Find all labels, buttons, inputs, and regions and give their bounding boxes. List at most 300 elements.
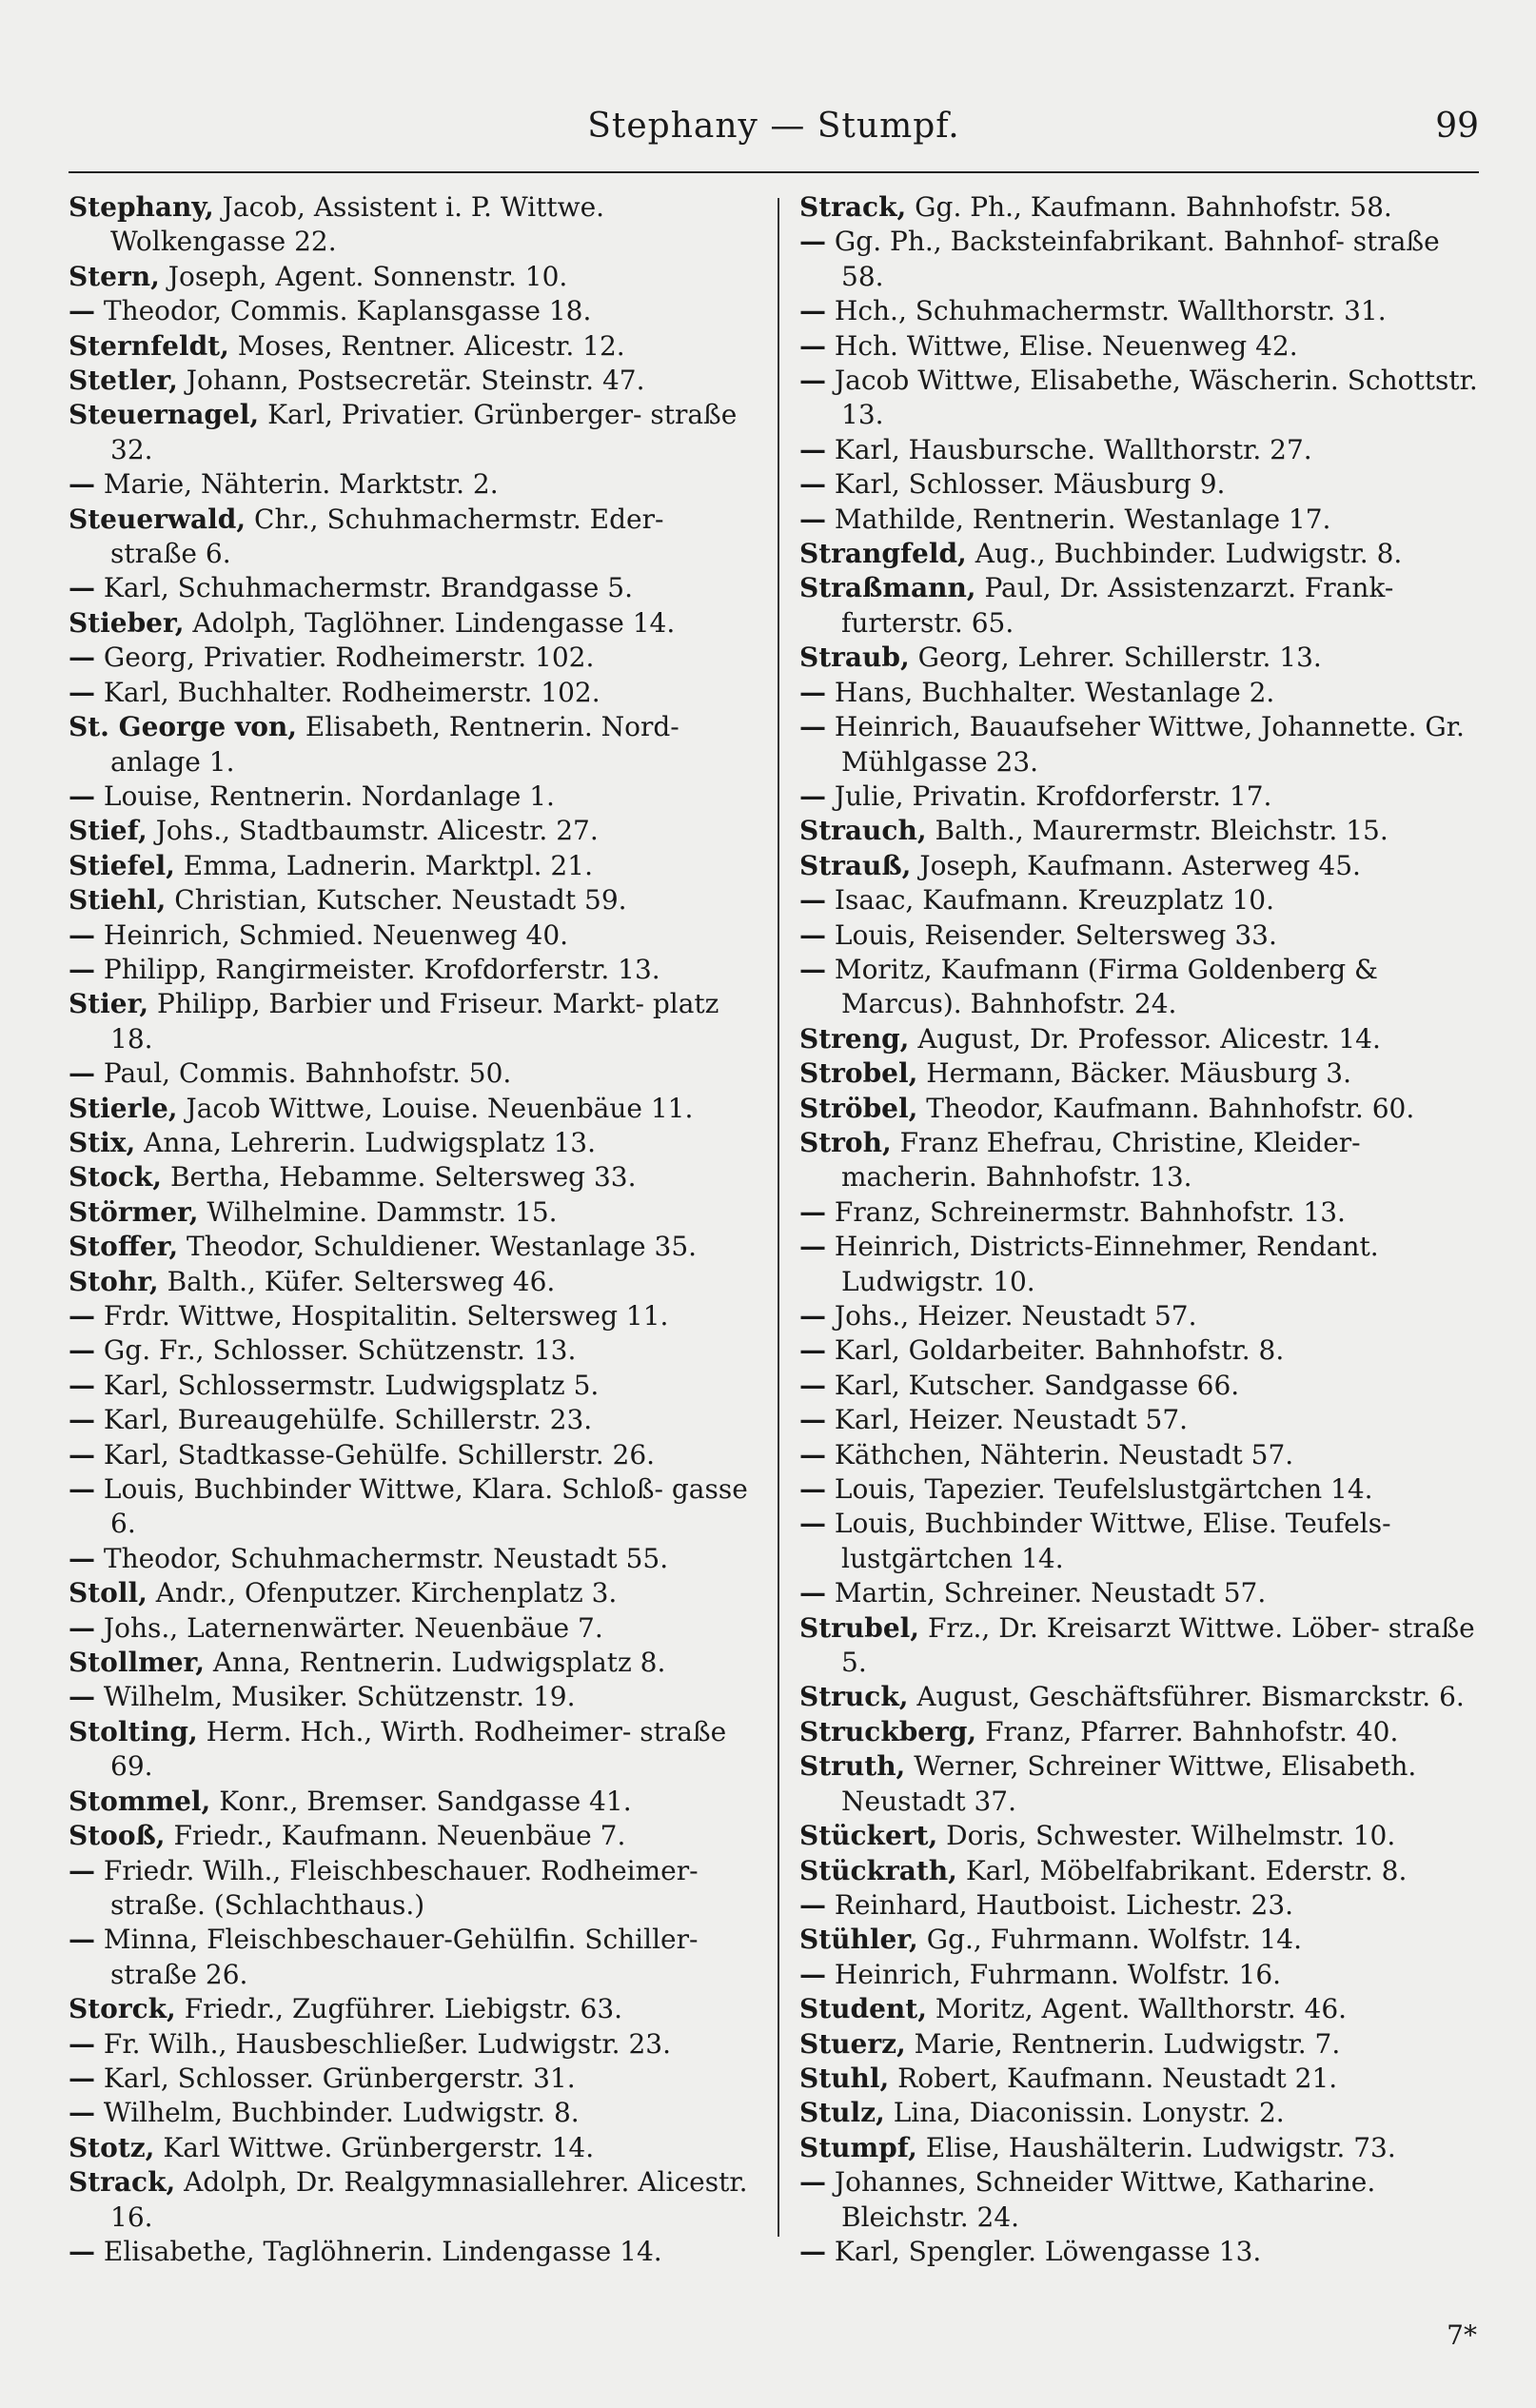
entry-details: August, Geschäftsführer. Bismarckstr. 6.	[916, 1681, 1465, 1713]
entry-details: Elise, Haushälterin. Ludwigstr. 73.	[925, 2131, 1396, 2163]
entry-surname: —	[799, 1958, 826, 1990]
directory-entry	[799, 294, 1487, 328]
entry-details: Moritz, Agent. Wallthorstr. 46.	[935, 1993, 1348, 2025]
directory-entry	[69, 1403, 756, 1437]
entry-details: Aug., Buchbinder. Ludwigstr. 8.	[975, 538, 1403, 570]
entry-surname: —	[69, 641, 95, 674]
directory-entry	[69, 2235, 756, 2269]
entry-details: Philipp, Barbier und Friseur. Markt- platz 18.	[110, 988, 719, 1055]
directory-entry	[799, 1923, 1487, 1957]
entry-surname: Stoffer,	[69, 1231, 179, 1263]
entry-surname: Stommel,	[69, 1785, 211, 1817]
entry-details: Frz., Dr. Kreisarzt Wittwe. Löber- straße 5.	[841, 1611, 1475, 1679]
directory-entry	[69, 606, 756, 641]
entry-surname: Strubel,	[799, 1611, 920, 1644]
directory-entry	[799, 1749, 1487, 1819]
entry-surname: —	[799, 2235, 826, 2267]
directory-entry	[69, 1854, 756, 1924]
entry-surname: —	[69, 953, 95, 985]
directory-entry	[69, 467, 756, 502]
directory-entry	[69, 1785, 756, 1819]
directory-entry	[799, 883, 1487, 918]
directory-entry	[799, 2235, 1487, 2269]
entry-details: Paul, Commis. Bahnhofstr. 50.	[103, 1057, 512, 1090]
entry-details: Mathilde, Rentnerin. Westanlage 17.	[834, 503, 1331, 535]
entry-details: Adolph, Dr. Realgymnasiallehrer. Alicestr. 16.	[110, 2166, 748, 2233]
entry-details: Karl, Hausbursche. Wallthorstr. 27.	[834, 433, 1312, 465]
directory-entry	[69, 1819, 756, 1853]
entry-surname: Student,	[799, 1993, 927, 2025]
right-column	[799, 190, 1487, 2370]
directory-entry	[799, 814, 1487, 848]
entry-details: Louis, Tapezier. Teufelslustgärtchen 14.	[834, 1473, 1373, 1506]
entry-surname: —	[69, 1300, 95, 1332]
directory-entry	[799, 364, 1487, 433]
directory-entry	[799, 1230, 1487, 1299]
entry-surname: Stückert,	[799, 1820, 938, 1852]
entry-surname: Struth,	[799, 1750, 906, 1783]
directory-entry	[69, 2165, 756, 2235]
signature-mark: 7*	[1447, 2319, 1477, 2351]
directory-entry	[69, 364, 756, 398]
entry-surname: Störmer,	[69, 1195, 199, 1228]
directory-entry	[799, 1715, 1487, 1749]
directory-entry	[799, 190, 1487, 225]
entry-details: Anna, Rentnerin. Ludwigsplatz 8.	[212, 1647, 666, 1679]
entry-surname: Struck,	[799, 1681, 909, 1713]
entry-details: Gg. Ph., Backsteinfabrikant. Bahnhof- straße 58.	[834, 226, 1440, 292]
entry-surname: —	[69, 1473, 95, 1506]
entry-details: Theodor, Kaufmann. Bahnhofstr. 60.	[926, 1092, 1415, 1124]
directory-entry	[69, 814, 756, 848]
entry-details: Friedr. Wilh., Fleischbeschauer. Rodheimer- straße. (Schlachthaus.)	[103, 1854, 699, 1921]
entry-surname: Stuerz,	[799, 2027, 906, 2060]
directory-entry	[799, 329, 1487, 364]
entry-details: Franz Ehefrau, Christine, Kleider- macherin. Bahnhofstr. 13.	[841, 1126, 1361, 1194]
entry-surname: Stooß,	[69, 1820, 166, 1852]
entry-details: Julie, Privatin. Krofdorferstr. 17.	[834, 780, 1272, 812]
entry-details: Johann, Postsecretär. Steinstr. 47.	[186, 365, 645, 397]
directory-entry	[69, 849, 756, 883]
directory-entry	[799, 1333, 1487, 1368]
directory-entry	[69, 2027, 756, 2062]
entry-details: Wilhelm, Musiker. Schützenstr. 19.	[103, 1681, 576, 1713]
entry-details: Bertha, Hebamme. Seltersweg 33.	[169, 1161, 637, 1194]
entry-surname: —	[799, 918, 826, 951]
entry-surname: —	[799, 433, 826, 465]
directory-entry	[799, 1056, 1487, 1091]
entry-details: Herm. Hch., Wirth. Rodheimer- straße 69.	[110, 1715, 727, 1783]
entry-details: Käthchen, Nähterin. Neustadt 57.	[834, 1438, 1294, 1470]
entry-surname: Strangfeld,	[799, 538, 967, 570]
directory-entry	[69, 190, 756, 260]
entry-details: Joseph, Agent. Sonnenstr. 10.	[167, 260, 568, 292]
directory-entry	[69, 1333, 756, 1368]
entry-details: Adolph, Taglöhner. Lindengasse 14.	[192, 606, 676, 639]
entry-details: Christian, Kutscher. Neustadt 59.	[174, 884, 627, 917]
entry-details: Gg. Ph., Kaufmann. Bahnhofstr. 58.	[915, 191, 1392, 223]
entry-details: Theodor, Schuldiener. Westanlage 35.	[187, 1231, 698, 1263]
entry-surname: —	[69, 572, 95, 604]
directory-entry	[799, 2165, 1487, 2235]
directory-entry	[799, 1126, 1487, 1195]
directory-entry	[799, 1888, 1487, 1923]
entry-surname: Stief,	[69, 815, 148, 847]
directory-entry	[69, 1646, 756, 1680]
directory-entry	[69, 503, 756, 572]
entry-surname: —	[799, 329, 826, 362]
entry-surname: —	[69, 1681, 95, 1713]
entry-surname: Stollmer,	[69, 1647, 206, 1679]
entry-surname: —	[799, 676, 826, 708]
directory-entry	[69, 1611, 756, 1646]
entry-details: Franz, Schreinermstr. Bahnhofstr. 13.	[834, 1195, 1346, 1228]
entry-surname: —	[69, 2027, 95, 2060]
directory-entry	[69, 398, 756, 467]
entry-details: Karl, Goldarbeiter. Bahnhofstr. 8.	[834, 1334, 1285, 1367]
directory-entry	[799, 1507, 1487, 1576]
directory-entry	[799, 1611, 1487, 1681]
entry-surname: —	[799, 1404, 826, 1436]
entry-details: Doris, Schwester. Wilhelmstr. 10.	[946, 1820, 1396, 1852]
entry-details: Jacob, Assistent i. P. Wittwe. Wolkengasse 22.	[110, 191, 605, 258]
entry-details: Heinrich, Fuhrmann. Wolfstr. 16.	[834, 1958, 1282, 1990]
directory-entry	[69, 641, 756, 675]
entry-surname: Stumpf,	[799, 2131, 917, 2163]
entry-details: Martin, Schreiner. Neustadt 57.	[834, 1577, 1267, 1609]
entry-surname: —	[799, 226, 826, 258]
entry-surname: St. George von,	[69, 711, 297, 743]
entry-surname: —	[69, 1057, 95, 1090]
entry-surname: Storck,	[69, 1993, 176, 2025]
directory-entry	[69, 883, 756, 918]
directory-entry	[799, 1403, 1487, 1437]
entry-surname: —	[799, 1888, 826, 1921]
directory-entry	[69, 329, 756, 364]
directory-entry	[799, 503, 1487, 537]
directory-entry	[799, 1992, 1487, 2026]
header-rule	[69, 171, 1479, 173]
entry-details: Karl, Schlosser. Mäusburg 9.	[834, 468, 1226, 501]
directory-entry	[799, 1195, 1487, 1230]
entry-surname: —	[69, 780, 95, 812]
entry-details: Lina, Diaconissin. Lonystr. 2.	[893, 2097, 1285, 2129]
directory-entry	[799, 1369, 1487, 1403]
entry-surname: —	[799, 1369, 826, 1401]
directory-entry	[69, 710, 756, 780]
directory-entry	[69, 2062, 756, 2096]
entry-details: Heinrich, Schmied. Neuenweg 40.	[103, 918, 569, 951]
entry-surname: Stühler,	[799, 1924, 918, 1956]
entry-details: Karl, Schlosser. Grünbergerstr. 31.	[103, 2062, 576, 2094]
entry-details: Frdr. Wittwe, Hospitalitin. Seltersweg 11.	[103, 1300, 669, 1332]
entry-details: Heinrich, Bauaufseher Wittwe, Johannette. Gr. Mühlgasse 23.	[834, 711, 1465, 778]
directory-entry	[799, 2027, 1487, 2062]
entry-details: Franz, Pfarrer. Bahnhofstr. 40.	[985, 1715, 1399, 1747]
entry-details: Karl, Heizer. Neustadt 57.	[834, 1404, 1189, 1436]
directory-entry	[69, 987, 756, 1056]
directory-entry	[799, 676, 1487, 710]
entry-details: Hch. Wittwe, Elise. Neuenweg 42.	[834, 329, 1298, 362]
entry-surname: —	[69, 1854, 95, 1886]
entry-surname: Stückrath,	[799, 1854, 957, 1886]
entry-details: Anna, Lehrerin. Ludwigsplatz 13.	[144, 1126, 597, 1158]
entry-surname: Steuernagel,	[69, 399, 260, 431]
directory-entry	[69, 1230, 756, 1264]
entry-details: Robert, Kaufmann. Neustadt 21.	[897, 2062, 1338, 2094]
entry-details: Karl, Schuhmachermstr. Brandgasse 5.	[103, 572, 633, 604]
entry-details: Joseph, Kaufmann. Asterweg 45.	[919, 849, 1361, 881]
entry-details: Werner, Schreiner Wittwe, Elisabeth. Neustadt 37.	[841, 1750, 1417, 1817]
directory-entry	[69, 1126, 756, 1160]
entry-details: Reinhard, Hautboist. Lichestr. 23.	[834, 1888, 1294, 1921]
directory-entry	[799, 1472, 1487, 1507]
entry-surname: Stolting,	[69, 1715, 198, 1747]
entry-surname: —	[69, 1334, 95, 1367]
directory-entry	[799, 2131, 1487, 2165]
entry-surname: —	[799, 468, 826, 501]
entry-details: Konr., Bremser. Sandgasse 41.	[219, 1785, 632, 1817]
entry-details: Gg., Fuhrmann. Wolfstr. 14.	[926, 1924, 1302, 1956]
entry-surname: —	[799, 780, 826, 812]
entry-surname: —	[69, 1924, 95, 1956]
entry-surname: —	[799, 1300, 826, 1332]
entry-surname: Ströbel,	[799, 1092, 918, 1124]
entry-details: Friedr., Kaufmann. Neuenbäue 7.	[173, 1820, 626, 1852]
entry-surname: Stroh,	[799, 1126, 892, 1158]
entry-surname: —	[69, 2235, 95, 2267]
directory-entry	[799, 1854, 1487, 1888]
entry-surname: —	[799, 2166, 826, 2199]
directory-entry	[69, 1923, 756, 1992]
directory-entry	[69, 2096, 756, 2130]
directory-entry	[799, 1299, 1487, 1333]
entry-surname: Stotz,	[69, 2131, 155, 2163]
entry-surname: Strack,	[799, 191, 907, 223]
directory-entry	[799, 1438, 1487, 1472]
entry-details: Hch., Schuhmachermstr. Wallthorstr. 31.	[834, 295, 1387, 327]
entry-details: Gg. Fr., Schlosser. Schützenstr. 13.	[103, 1334, 577, 1367]
entry-details: Elisabethe, Taglöhnerin. Lindengasse 14.	[103, 2235, 662, 2267]
entry-details: Theodor, Schuhmachermstr. Neustadt 55.	[103, 1542, 669, 1574]
entry-surname: Stiehl,	[69, 884, 167, 917]
entry-details: Karl, Bureaugehülfe. Schillerstr. 23.	[103, 1404, 593, 1436]
entry-details: Moritz, Kaufmann (Firma Goldenberg & Marcus). Bahnhofstr. 24.	[834, 953, 1378, 1020]
entry-details: Friedr., Zugführer. Liebigstr. 63.	[184, 1993, 623, 2025]
entry-surname: Strack,	[69, 2166, 176, 2199]
entry-surname: —	[69, 676, 95, 708]
entry-details: Karl, Schlossermstr. Ludwigsplatz 5.	[103, 1369, 600, 1401]
directory-entry	[799, 537, 1487, 571]
entry-surname: —	[799, 1334, 826, 1367]
entry-surname: —	[799, 1577, 826, 1609]
entry-details: Jacob Wittwe, Elisabethe, Wäscherin. Schottstr. 13.	[834, 365, 1478, 431]
page-number: 99	[1435, 107, 1479, 146]
directory-entry	[69, 260, 756, 294]
entry-details: Louis, Reisender. Seltersweg 33.	[834, 918, 1277, 951]
entry-surname: —	[799, 711, 826, 743]
entry-details: Johs., Laternenwärter. Neuenbäue 7.	[103, 1611, 603, 1644]
entry-details: Karl, Möbelfabrikant. Ederstr. 8.	[965, 1854, 1408, 1886]
entry-surname: Steuerwald,	[69, 503, 246, 535]
directory-entry	[69, 953, 756, 987]
directory-entry	[799, 433, 1487, 467]
directory-entry	[799, 467, 1487, 502]
entry-details: Marie, Nähterin. Marktstr. 2.	[103, 468, 499, 501]
entry-surname: —	[799, 1438, 826, 1470]
directory-entry	[69, 1438, 756, 1472]
entry-surname: —	[69, 1611, 95, 1644]
directory-entry	[69, 1680, 756, 1714]
entry-details: Johannes, Schneider Wittwe, Katharine. Bleichstr. 24.	[834, 2166, 1376, 2233]
entry-details: Karl, Stadtkasse-Gehülfe. Schillerstr. 26.	[103, 1438, 656, 1470]
page-title: Stephany — Stumpf.	[587, 107, 960, 146]
entry-surname: Struckberg,	[799, 1715, 977, 1747]
entry-details: Balth., Küfer. Seltersweg 46.	[167, 1265, 556, 1297]
entry-surname: Strauch,	[799, 815, 927, 847]
column-divider	[778, 198, 779, 2237]
entry-surname: Strauß,	[799, 849, 912, 881]
directory-entry	[69, 1715, 756, 1785]
entry-surname: Sternfeldt,	[69, 329, 229, 362]
entry-surname: —	[69, 918, 95, 951]
entry-details: Louis, Buchbinder Wittwe, Klara. Schloß- gasse 6.	[103, 1473, 748, 1540]
directory-entry	[799, 710, 1487, 780]
entry-surname: Stuhl,	[799, 2062, 890, 2094]
entry-details: August, Dr. Professor. Alicestr. 14.	[917, 1022, 1381, 1055]
directory-columns	[69, 190, 1479, 2370]
directory-entry	[799, 1958, 1487, 1992]
entry-details: Karl, Privatier. Grünberger- straße 32.	[110, 399, 738, 465]
entry-details: Georg, Lehrer. Schillerstr. 13.	[917, 641, 1322, 674]
entry-surname: —	[69, 2097, 95, 2129]
entry-surname: —	[799, 1473, 826, 1506]
directory-entry	[69, 1472, 756, 1542]
directory-entry	[799, 571, 1487, 641]
directory-entry	[69, 571, 756, 605]
entry-surname: Stern,	[69, 260, 160, 292]
entry-details: Georg, Privatier. Rodheimerstr. 102.	[103, 641, 595, 674]
entry-surname: —	[799, 1195, 826, 1228]
directory-entry	[799, 918, 1487, 953]
entry-surname: —	[799, 884, 826, 917]
directory-entry	[69, 780, 756, 814]
entry-surname: Stieber,	[69, 606, 185, 639]
directory-entry	[799, 953, 1487, 1022]
page-header	[69, 107, 1479, 164]
entry-surname: Stoll,	[69, 1577, 148, 1609]
directory-entry	[69, 1092, 756, 1126]
entry-details: Johs., Stadtbaumstr. Alicestr. 27.	[155, 815, 599, 847]
directory-entry	[799, 780, 1487, 814]
entry-details: Fr. Wilh., Hausbeschließer. Ludwigstr. 23.	[103, 2027, 671, 2060]
directory-entry	[69, 1992, 756, 2026]
entry-surname: Stier,	[69, 988, 149, 1020]
entry-details: Karl, Kutscher. Sandgasse 66.	[834, 1369, 1240, 1401]
entry-details: Philipp, Rangirmeister. Krofdorferstr. 13.	[103, 953, 660, 985]
directory-entry	[69, 2131, 756, 2165]
entry-details: Karl, Buchhalter. Rodheimerstr. 102.	[103, 676, 601, 708]
entry-surname: Strobel,	[799, 1057, 918, 1090]
directory-entry	[69, 1195, 756, 1230]
entry-surname: —	[69, 2062, 95, 2094]
entry-details: Andr., Ofenputzer. Kirchenplatz 3.	[155, 1577, 618, 1609]
directory-entry	[799, 225, 1487, 294]
entry-details: Theodor, Commis. Kaplansgasse 18.	[103, 295, 592, 327]
entry-details: Louis, Buchbinder Wittwe, Elise. Teufels- lustgärtchen 14.	[834, 1508, 1391, 1574]
directory-entry	[69, 1299, 756, 1333]
entry-surname: Stix,	[69, 1126, 136, 1158]
entry-surname: —	[69, 1438, 95, 1470]
directory-entry	[799, 1576, 1487, 1610]
directory-entry	[69, 1369, 756, 1403]
entry-surname: —	[799, 365, 826, 397]
directory-entry	[69, 1576, 756, 1610]
entry-surname: Stephany,	[69, 191, 214, 223]
entry-surname: Straßmann,	[799, 572, 976, 604]
entry-surname: —	[69, 1369, 95, 1401]
entry-surname: Stohr,	[69, 1265, 159, 1297]
entry-surname: Streng,	[799, 1022, 910, 1055]
entry-details: Minna, Fleischbeschauer-Gehülfin. Schiller- straße 26.	[103, 1924, 699, 1990]
entry-surname: —	[69, 1404, 95, 1436]
entry-surname: Stetler,	[69, 365, 178, 397]
directory-entry	[69, 1542, 756, 1576]
directory-entry	[799, 1022, 1487, 1056]
entry-details: Chr., Schuhmachermstr. Eder- straße 6.	[110, 503, 664, 570]
entry-details: Louise, Rentnerin. Nordanlage 1.	[103, 780, 555, 812]
entry-details: Johs., Heizer. Neustadt 57.	[834, 1300, 1197, 1332]
directory-entry	[69, 918, 756, 953]
entry-surname: —	[799, 295, 826, 327]
entry-details: Jacob Wittwe, Louise. Neuenbäue 11.	[186, 1092, 694, 1124]
entry-surname: Straub,	[799, 641, 910, 674]
entry-details: Balth., Maurermstr. Bleichstr. 15.	[935, 815, 1388, 847]
entry-surname: —	[799, 503, 826, 535]
entry-surname: —	[69, 295, 95, 327]
left-column	[69, 190, 756, 2370]
directory-entry	[69, 294, 756, 328]
entry-details: Paul, Dr. Assistenzarzt. Frank- furterstr. 65.	[841, 572, 1394, 639]
entry-surname: Stulz,	[799, 2097, 885, 2129]
entry-details: Wilhelmine. Dammstr. 15.	[207, 1195, 558, 1228]
entry-surname: —	[69, 1542, 95, 1574]
entry-surname: —	[799, 1231, 826, 1263]
entry-details: Hermann, Bäcker. Mäusburg 3.	[926, 1057, 1351, 1090]
entry-surname: Stock,	[69, 1161, 163, 1194]
entry-details: Heinrich, Districts-Einnehmer, Rendant. Ludwigstr. 10.	[834, 1231, 1379, 1297]
entry-details: Emma, Ladnerin. Marktpl. 21.	[183, 849, 593, 881]
directory-entry	[69, 1265, 756, 1299]
entry-details: Karl, Spengler. Löwengasse 13.	[834, 2235, 1262, 2267]
directory-entry	[69, 1056, 756, 1091]
entry-surname: —	[69, 468, 95, 501]
entry-details: Elisabeth, Rentnerin. Nord- anlage 1.	[110, 711, 679, 778]
directory-entry	[799, 1680, 1487, 1714]
entry-surname: Stierle,	[69, 1092, 178, 1124]
entry-surname: —	[799, 953, 826, 985]
directory-entry	[69, 1160, 756, 1194]
directory-entry	[799, 2096, 1487, 2130]
directory-entry	[799, 2062, 1487, 2096]
directory-entry	[799, 1092, 1487, 1126]
entry-details: Hans, Buchhalter. Westanlage 2.	[834, 676, 1275, 708]
entry-details: Karl Wittwe. Grünbergerstr. 14.	[163, 2131, 595, 2163]
entry-surname: —	[799, 1508, 826, 1540]
directory-entry	[799, 641, 1487, 675]
directory-entry	[69, 676, 756, 710]
entry-details: Moses, Rentner. Alicestr. 12.	[237, 329, 625, 362]
